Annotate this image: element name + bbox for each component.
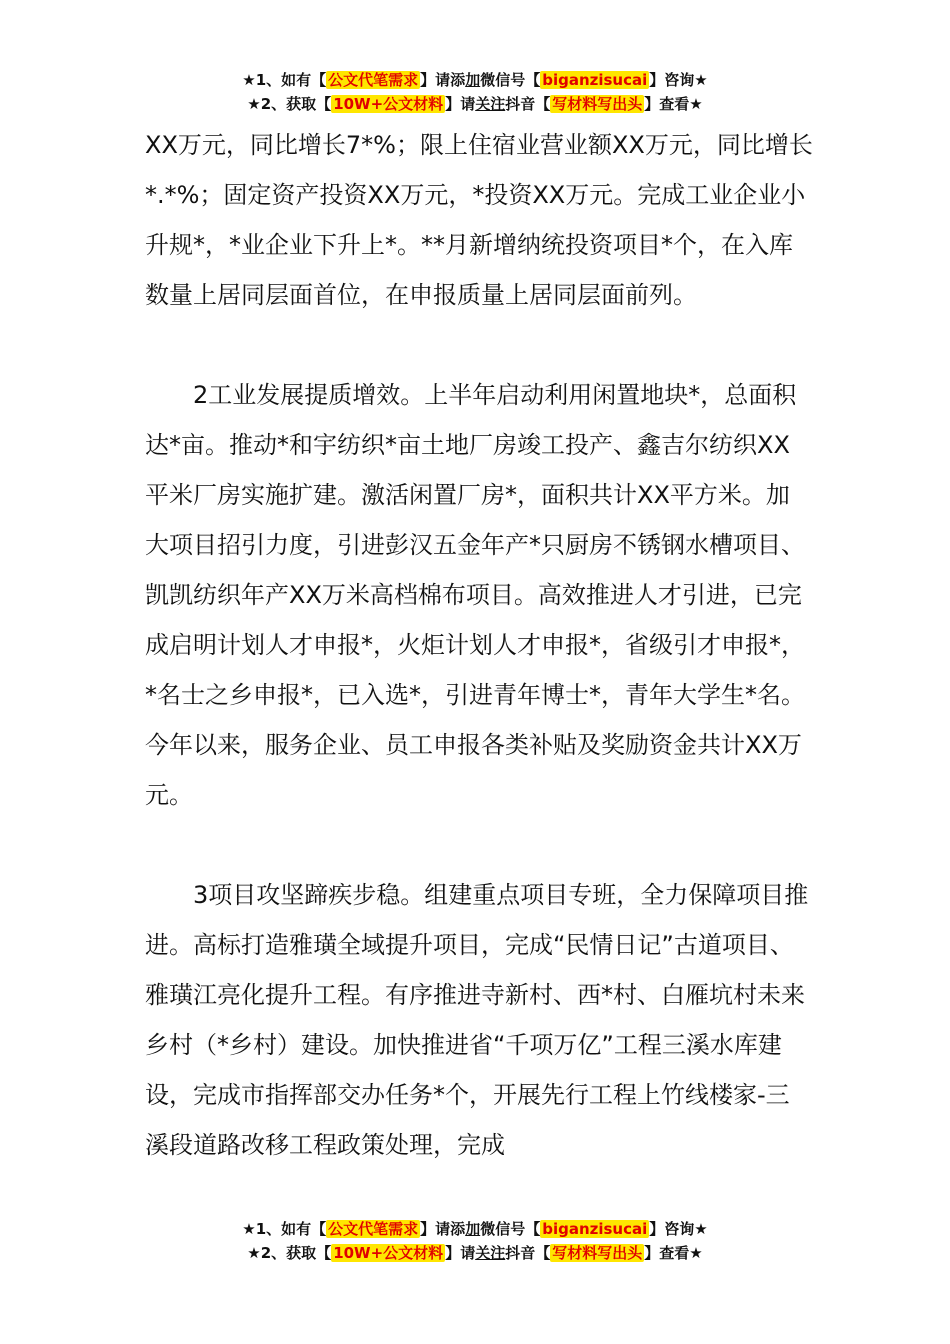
paragraph-industry: 2工业发展提质增效。上半年启动利用闲置地块*，总面积达*亩。推动*和宇纺织*亩土地厂房竣工投产、鑫吉尔纺织XX平米厂房实施扩建。激活闲置厂房*，面积共计XX平方米。加大项目招引力度，引进彭汉五金年产*只厨房不锈钢水槽项目、凯凯纺织年产XX万米高档棉布项目。高效推进人才引进，已完成启明计划人才申报*，火炬计划人才申报*，省级引才申报*，*名士之乡申报*，已入选*，引进青年博士*，青年大学生*名。今年以来，服务企业、员工申报各类补贴及奖励资金共计XX万元。 bbox=[145, 381, 805, 809]
douyin-account: 写材料写出头 bbox=[552, 95, 643, 113]
banner-line-2: ★2、获取【 10W+公文材料 】请关注抖音【 写材料写出头 】查看★ bbox=[247, 1244, 703, 1262]
banner-line-1: ★1、如有【 公文代笔需求 】请添加微信号【 biganzisucai 】咨询★ bbox=[242, 1220, 708, 1238]
wechat-id: biganzisucai bbox=[542, 71, 648, 89]
document-body bbox=[145, 120, 813, 1170]
header-banner bbox=[0, 68, 950, 116]
douyin-account: 写材料写出头 bbox=[552, 1244, 643, 1262]
wechat-id: biganzisucai bbox=[542, 1220, 648, 1238]
footer-banner bbox=[0, 1217, 950, 1265]
banner-line-1: ★1、如有【 公文代笔需求 】请添加微信号【 biganzisucai 】咨询★ bbox=[242, 71, 708, 89]
paragraph-continued: XX万元，同比增长7*%；限上住宿业营业额XX万元，同比增长*.*%；固定资产投资XX万元，*投资XX万元。完成工业企业小升规*，*业企业下升上*。**月新增纳统投资项目*个，在入库数量上居同层面首位，在申报质量上居同层面前列。 bbox=[145, 131, 813, 309]
highlight-materials: 10W+公文材料 bbox=[333, 95, 444, 113]
banner-line-2: ★2、获取【 10W+公文材料 】请关注抖音【 写材料写出头 】查看★ bbox=[247, 95, 703, 113]
paragraph-projects: 3项目攻坚蹄疾步稳。组建重点项目专班，全力保障项目推进。高标打造雅璜全域提升项目，完成“民情日记”古道项目、雅璜江亮化提升工程。有序推进寺新村、西*村、白雁坑村未来乡村（*乡村）建设。加快推进省“千项万亿”工程三溪水库建设，完成市指挥部交办任务*个，开展先行工程上竹线楼家-三溪段道路改移工程政策处理，完成 bbox=[145, 881, 809, 1159]
highlight-service: 公文代笔需求 bbox=[328, 71, 419, 89]
highlight-materials: 10W+公文材料 bbox=[333, 1244, 444, 1262]
highlight-service: 公文代笔需求 bbox=[328, 1220, 419, 1238]
